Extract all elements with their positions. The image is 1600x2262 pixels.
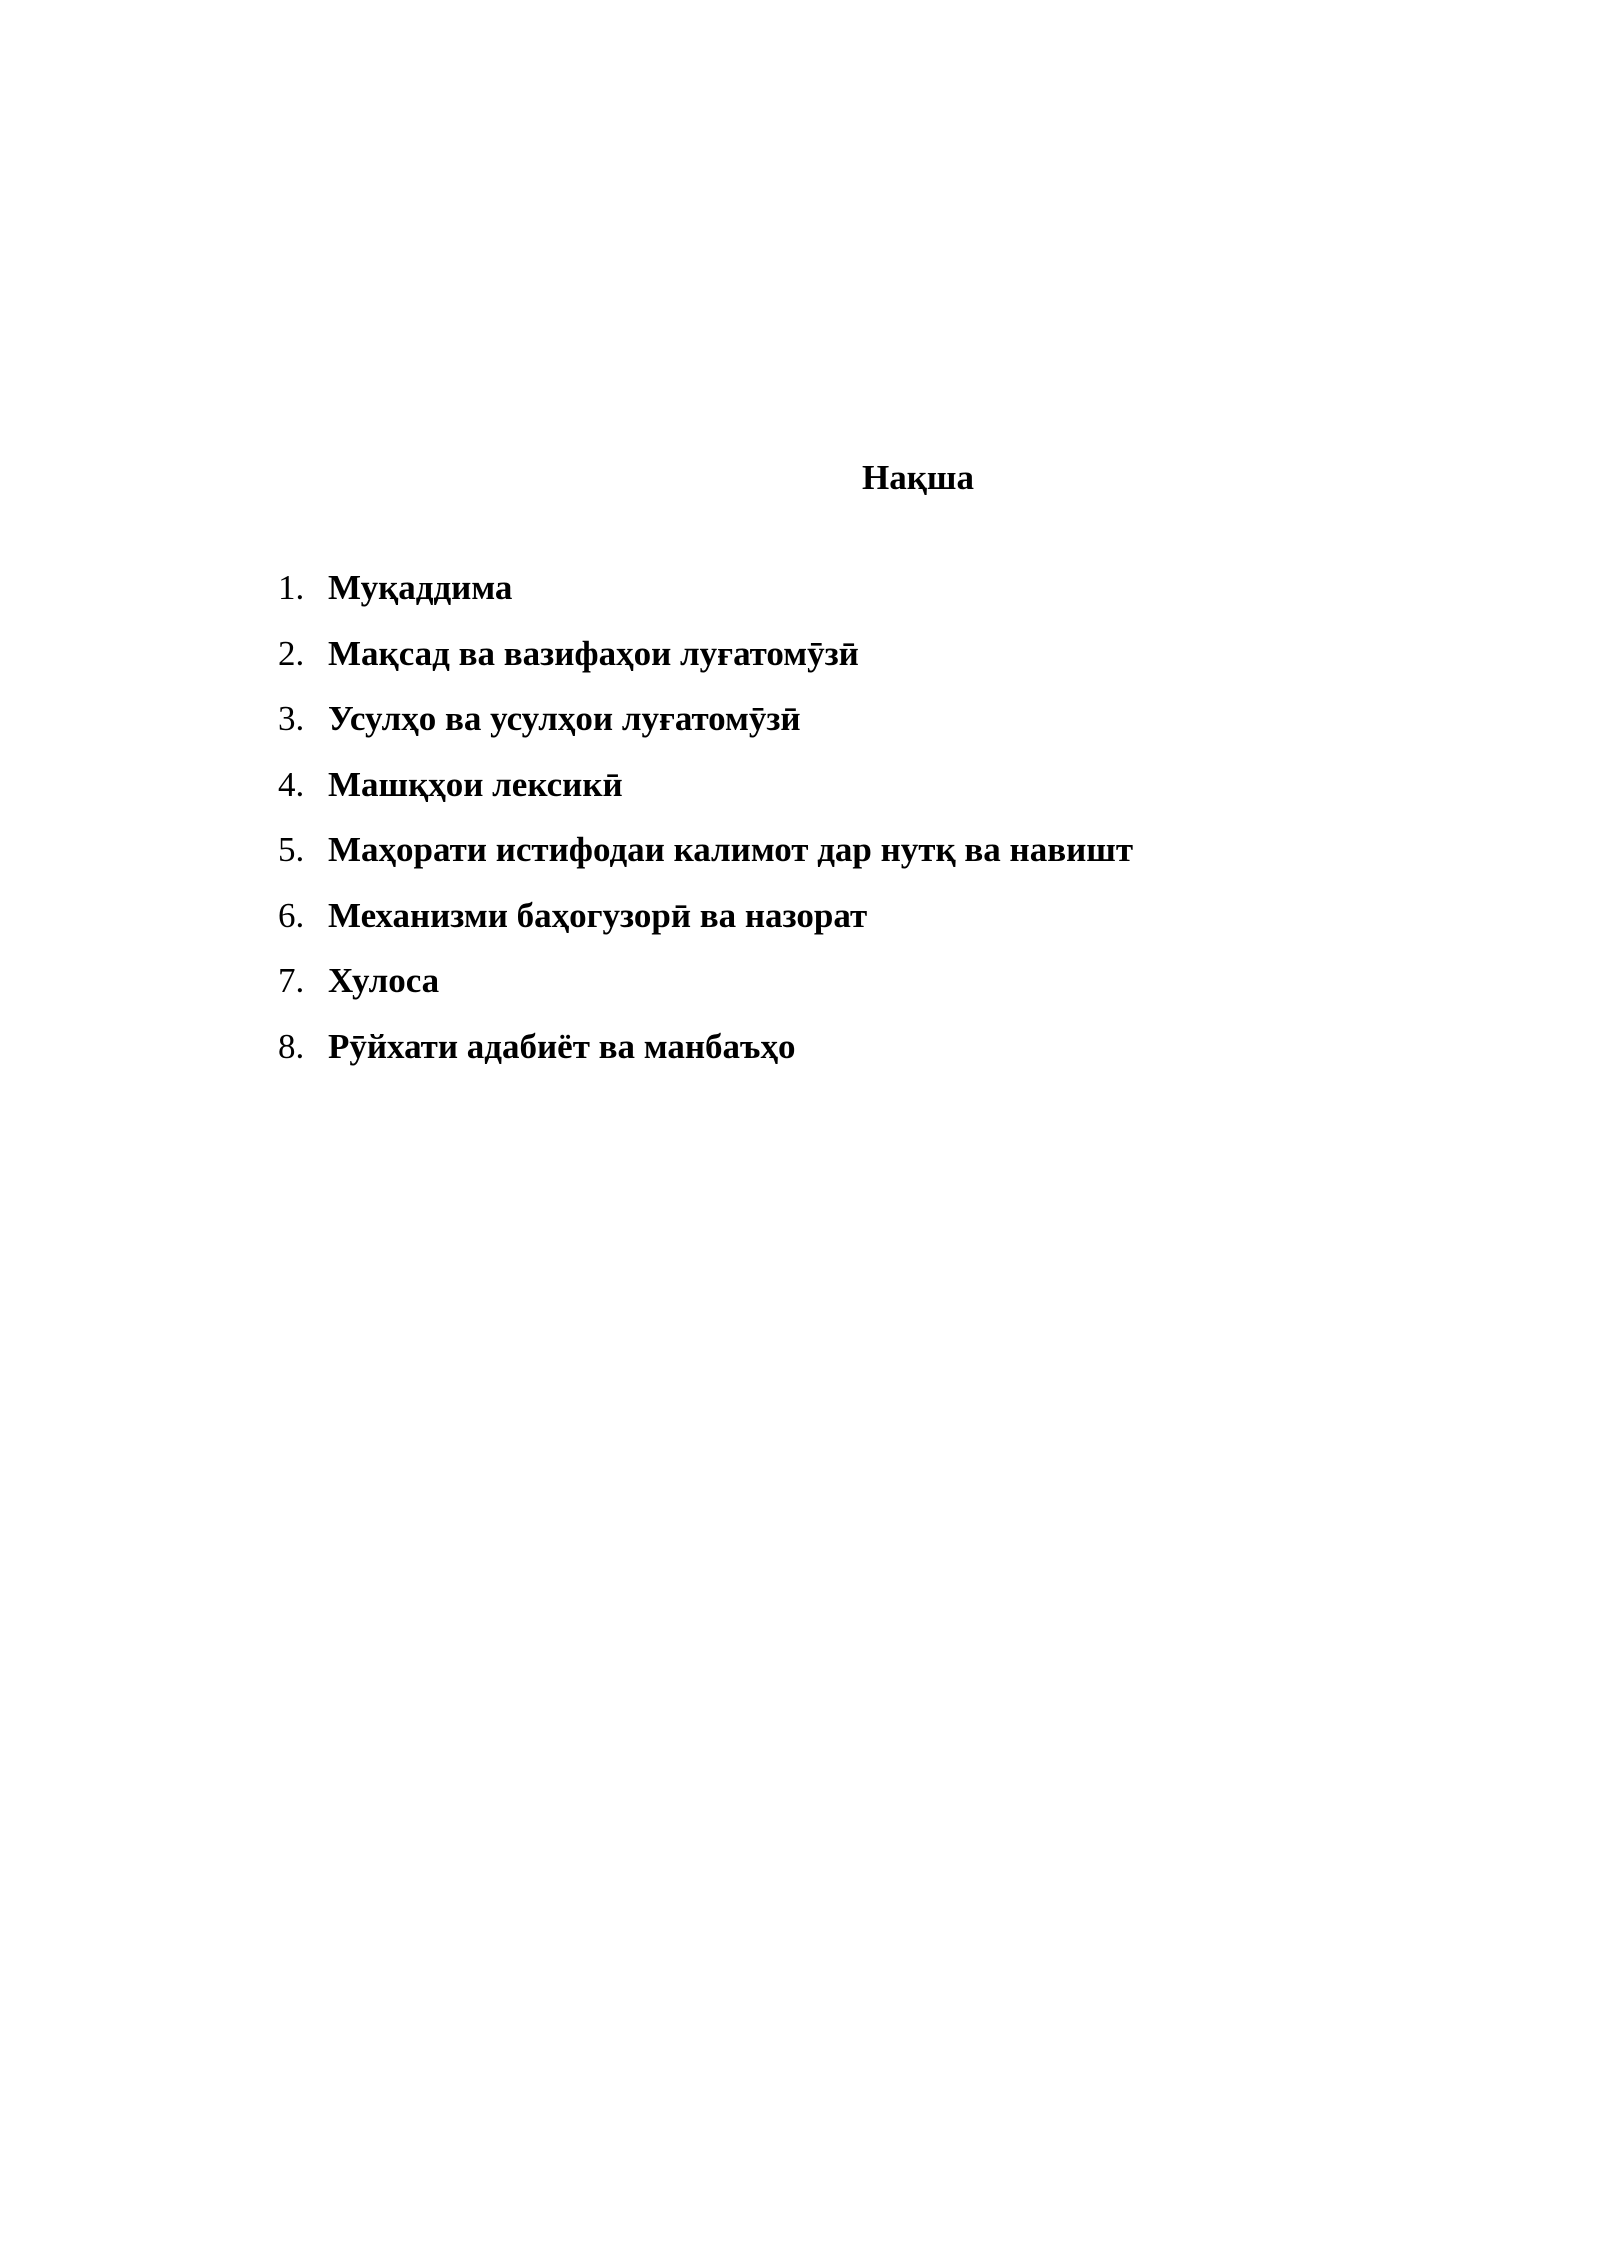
toc-item [278,570,1133,636]
toc-item-label: Механизми баҳогузорӣ ва назорат [328,895,868,935]
toc-item-number: 1. [278,568,305,607]
toc-item-label: Машқҳои лексикӣ [328,764,623,804]
toc-item-label: Рӯйхати адабиёт ва манбаъҳо [328,1026,796,1066]
toc-item-label: Хулоса [328,961,440,1000]
page-title: Нақша [862,458,974,497]
toc-item-number: 8. [278,1026,305,1066]
toc-item-number: 3. [278,699,305,738]
toc-item [278,1026,1133,1095]
toc-item-number: 7. [278,961,305,1000]
toc-item [278,832,1133,898]
table-of-contents [278,570,1133,1094]
toc-item [278,701,1133,767]
toc-item-number: 6. [278,895,305,935]
toc-item [278,633,1133,702]
toc-item-label: Усулҳо ва усулҳои луғатомӯзӣ [328,699,801,738]
toc-item-number: 4. [278,764,305,804]
toc-item-label: Мақсад ва вазифаҳои луғатомӯзӣ [328,633,859,673]
toc-item [278,764,1133,833]
toc-item-number: 5. [278,830,305,869]
toc-item [278,963,1133,1029]
toc-item-number: 2. [278,633,305,673]
toc-item-label: Маҳорати истифодаи калимот дар нутқ ва навишт [328,830,1134,869]
toc-item-label: Муқаддима [328,568,513,607]
toc-item [278,895,1133,964]
